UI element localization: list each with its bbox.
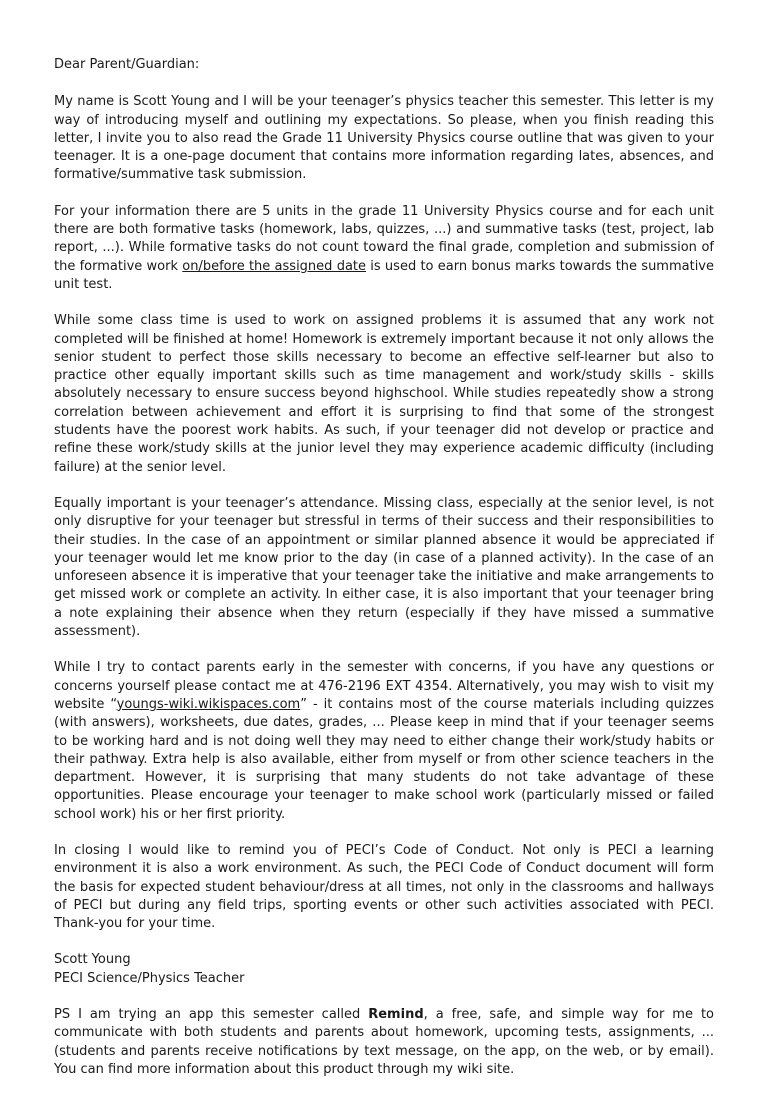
- postscript-text-2: , a free, safe, and simple way for me to communicate with both students and parents about homework, upcoming tests, assignments, ... (students and parents receive notifications by text message, on the app, on the web, or by email). You can find more information about this product through my wiki site.: [54, 1007, 714, 1077]
- remind-app-name: Remind: [368, 1007, 424, 1023]
- paragraph-attendance: Equally important is your teenager’s attendance. Missing class, especially at the senior level, is not only disruptive for your teenager but stressful in terms of their success and their responsibilities to their studies. In the case of an appointment or similar planned absence it would be appreciated if your teenager would let me know prior to the day (in case of a planned activity). In the case of an unforeseen absence it is imperative that your teenager take the initiative and make arrangements to get missed work or complete an activity. In either case, it is also important that your teenager bring a note explaining their absence when they return (especially if they have missed a summative assessment).: [54, 495, 715, 640]
- website-link[interactable]: youngs-wiki.wikispaces.com: [116, 696, 301, 712]
- paragraph-contact: [54, 659, 714, 824]
- signature-name: Scott Young: [54, 952, 131, 968]
- postscript: [54, 1006, 714, 1079]
- paragraph-contact-text-2: ” - it contains most of the course materials including quizzes (with answers), worksheets, due dates, grades, ... Please keep in mind that if your teenager seems to be working hard and is not doing well they may need to either change their work/study habits or their pathway. Extra help is also available, either from myself or from other science teachers in the department. However, it is surprising that many students do not take advantage of these opportunities. Please encourage your teenager to make school work (particularly missed or failed school work) his or her first priority.: [54, 696, 714, 822]
- paragraph-units: [54, 203, 714, 294]
- paragraph-contact-text-1: While I try to contact parents early in the semester with concerns, if you have any questions or concerns yourself please contact me at 476-2196 EXT 4354. Alternatively, you may wish to visit my website “: [54, 660, 714, 712]
- letter-page: [54, 56, 714, 1097]
- assigned-date-underline: on/before the assigned date: [182, 258, 367, 274]
- paragraph-homework: While some class time is used to work on assigned problems it is assumed that any work not completed will be finished at home! Homework is extremely important because it not only allows the senior student to perfect those skills necessary to become an effective self-learner but also to practice other equally important skills such as time management and work/study skills - skills absolutely necessary to ensure success beyond highschool. While studies repeatedly show a strong correlation between achievement and effort it is surprising to find that some of the strongest students have the poorest work habits. As such, if your teenager did not develop or practice and refine these work/study skills at the junior level they may experience academic difficulty (including failure) at the senior level.: [54, 313, 714, 475]
- paragraph-units-text-2: is used to earn bonus marks towards the summative unit test.: [54, 258, 714, 292]
- paragraph-units-text-1: For your information there are 5 units in the grade 11 University Physics course and for each unit there are both formative tasks (homework, labs, quizzes, ...) and summative tasks (test, project, lab report, ...). While formative tasks do not count toward the final grade, completion and submission of the formative work: [54, 203, 714, 274]
- signature-block: [54, 951, 714, 988]
- signature-title: PECI Science/Physics Teacher: [54, 970, 245, 986]
- paragraph-introduction: My name is Scott Young and I will be your teenager’s physics teacher this semester. This letter is my way of introducing myself and outlining my expectations. So please, when you finish reading this letter, I invite you to also read the Grade 11 University Physics course outline that was given to your teenager. It is a one-page document that contains more information regarding lates, absences, and formative/summative task submission.: [54, 94, 714, 183]
- postscript-text-1: PS I am trying an app this semester called: [54, 1007, 369, 1023]
- greeting: Dear Parent/Guardian:: [54, 57, 200, 72]
- paragraph-code-of-conduct: In closing I would like to remind you of PECI’s Code of Conduct. Not only is PECI a learning environment it is also a work environment. As such, the PECI Code of Conduct document will form the basis for expected student behaviour/dress at all times, not only in the classrooms and hallways of PECI but during any field trips, sporting events or other such activities associated with PECI. Thank-you for your time.: [54, 842, 714, 932]
